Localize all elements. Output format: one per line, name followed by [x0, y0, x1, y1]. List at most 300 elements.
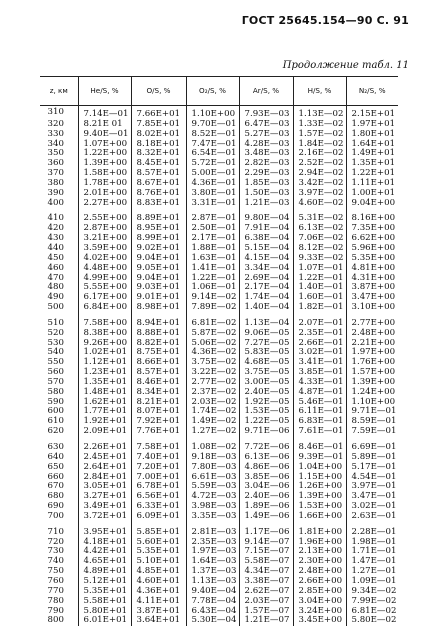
value-cell: 9.33E—02 [293, 254, 346, 264]
value-cell: 6.13E—02 [293, 224, 346, 234]
altitude-cell: 350 [47, 148, 64, 159]
value-cell: 1.22E—01 [293, 274, 346, 284]
value-cell: 7.27E—05 [239, 339, 293, 349]
altitude-cell: 420 [47, 223, 64, 234]
value-cell: 3.45E+00 [293, 616, 346, 626]
value-cell: 7.76E+01 [131, 427, 186, 437]
value-cell: 1.23E+01 [78, 368, 131, 378]
table-row [40, 303, 398, 313]
value-cell: 7.20E+01 [131, 463, 186, 473]
value-cell: 6.78E+01 [131, 482, 186, 492]
value-cell: 1.35E+01 [78, 378, 131, 388]
altitude-cell: 700 [47, 510, 64, 521]
value-cell: 6.33E+01 [131, 502, 186, 512]
value-cell: 3.80E—01 [186, 189, 239, 199]
value-cell: 1.37E—03 [186, 567, 239, 577]
value-cell: 2.29E—03 [239, 169, 293, 179]
altitude-cell: 310 [47, 107, 64, 117]
value-cell: 6.84E+00 [78, 303, 131, 313]
value-cell: 1.47E—01 [346, 557, 398, 567]
table-continuation-note: Продолжение табл. 11 [282, 60, 409, 71]
value-cell: 6.47E—03 [239, 120, 293, 130]
altitude-cell: 530 [47, 337, 64, 348]
altitude-cell: 340 [47, 138, 64, 149]
value-cell: 2.82E—03 [239, 159, 293, 169]
value-cell: 8.83E+01 [131, 199, 186, 209]
value-cell: 9.40E—04 [186, 587, 239, 597]
value-cell: 5.87E—02 [186, 329, 239, 339]
value-cell: 1.84E—02 [293, 140, 346, 150]
value-cell: 2.01E+00 [78, 189, 131, 199]
value-cell: 4.36E—02 [186, 348, 239, 358]
value-cell: 7.35E+00 [346, 224, 398, 234]
value-cell: 5.85E+01 [131, 528, 186, 538]
value-cell: 8.88E+01 [131, 329, 186, 339]
value-cell: 3.31E—01 [186, 199, 239, 209]
value-cell: 9.71E—01 [346, 407, 398, 417]
value-cell: 4.31E+00 [346, 274, 398, 284]
column-header: He/S, % [78, 77, 131, 106]
value-cell: 3.87E+01 [131, 607, 186, 617]
value-cell: 5.35E+01 [131, 547, 186, 557]
value-cell: 2.85E+00 [293, 587, 346, 597]
value-cell: 7.47E—01 [186, 140, 239, 150]
value-cell: 3.97E—01 [346, 482, 398, 492]
value-cell: 1.04E+00 [293, 463, 346, 473]
table-row [40, 512, 398, 522]
value-cell: 1.62E+01 [78, 398, 131, 408]
value-cell: 3.10E+00 [346, 303, 398, 313]
value-cell: 6.38E—04 [239, 234, 293, 244]
value-cell: 1.21E—03 [239, 199, 293, 209]
value-cell: 3.42E—02 [293, 179, 346, 189]
column-header: N₂/S, % [346, 77, 398, 106]
value-cell: 7.58E+00 [78, 319, 131, 329]
value-cell: 2.69E—04 [239, 274, 293, 284]
value-cell: 6.69E—01 [346, 443, 398, 453]
value-cell: 1.24E+00 [346, 388, 398, 398]
value-cell: 7.91E—04 [239, 224, 293, 234]
altitude-cell: 490 [47, 292, 64, 303]
value-cell: 2.16E—02 [293, 149, 346, 159]
value-cell: 4.72E—03 [186, 492, 239, 502]
value-cell: 6.11E—01 [293, 407, 346, 417]
value-cell: 2.40E—05 [239, 388, 293, 398]
value-cell: 7.66E+01 [131, 106, 186, 120]
value-cell: 2.07E—01 [293, 319, 346, 329]
altitude-cell: 560 [47, 367, 64, 378]
value-cell: 1.57E—02 [293, 130, 346, 140]
value-cell: 1.06E—01 [186, 283, 239, 293]
altitude-cell: 480 [47, 282, 64, 293]
value-cell: 1.85E—03 [239, 179, 293, 189]
value-cell: 9.40E—01 [78, 130, 131, 140]
value-cell: 4.11E+01 [131, 597, 186, 607]
value-cell: 5.30E—04 [186, 616, 239, 626]
value-cell: 4.86E—06 [239, 463, 293, 473]
value-cell: 1.57E+00 [346, 368, 398, 378]
value-cell: 6.13E—06 [239, 453, 293, 463]
altitude-cell: 770 [47, 585, 64, 596]
value-cell: 1.48E+01 [78, 388, 131, 398]
value-cell: 3.47E+00 [346, 293, 398, 303]
value-cell: 5.06E—02 [186, 339, 239, 349]
value-cell: 4.99E+00 [78, 274, 131, 284]
value-cell: 1.74E—04 [239, 293, 293, 303]
table-row [40, 199, 398, 209]
value-cell: 7.15E—07 [239, 547, 293, 557]
altitude-cell: 570 [47, 376, 64, 387]
value-cell: 5.80E—02 [346, 616, 398, 626]
value-cell: 2.77E+00 [346, 319, 398, 329]
value-cell: 3.95E+01 [78, 528, 131, 538]
value-cell: 3.35E—03 [186, 512, 239, 522]
value-cell: 1.63E—01 [186, 254, 239, 264]
value-cell: 9.71E—06 [239, 427, 293, 437]
value-cell: 1.97E—03 [186, 547, 239, 557]
value-cell: 5.58E+01 [78, 597, 131, 607]
value-cell: 4.81E+00 [346, 264, 398, 274]
value-cell: 9.04E+01 [131, 254, 186, 264]
value-cell: 1.12E+01 [78, 358, 131, 368]
table-body [40, 106, 398, 627]
value-cell: 5.46E—01 [293, 398, 346, 408]
value-cell: 5.83E—05 [239, 348, 293, 358]
value-cell: 1.00E+01 [346, 189, 398, 199]
value-cell: 5.15E—04 [239, 244, 293, 254]
value-cell: 5.89E—01 [346, 453, 398, 463]
value-cell: 4.28E—03 [239, 140, 293, 150]
value-cell: 1.13E—03 [186, 577, 239, 587]
altitude-cell: 740 [47, 556, 64, 567]
table-header-row [40, 77, 398, 106]
column-header: O₂/S, % [186, 77, 239, 106]
value-cell: 6.17E+00 [78, 293, 131, 303]
value-cell: 5.72E—01 [186, 159, 239, 169]
value-cell: 3.41E—01 [293, 358, 346, 368]
value-cell: 4.54E—01 [346, 473, 398, 483]
value-cell: 6.54E—01 [186, 149, 239, 159]
value-cell: 2.84E+01 [78, 473, 131, 483]
value-cell: 5.31E—02 [293, 214, 346, 224]
value-cell: 8.99E+01 [131, 234, 186, 244]
value-cell: 3.05E+01 [78, 482, 131, 492]
value-cell: 2.77E—02 [186, 378, 239, 388]
value-cell: 1.57E—07 [239, 607, 293, 617]
value-cell: 1.98E—01 [346, 538, 398, 548]
value-cell: 1.07E—01 [293, 264, 346, 274]
value-cell: 2.48E+00 [346, 329, 398, 339]
value-cell: 8.32E+01 [131, 149, 186, 159]
value-cell: 1.66E+00 [293, 512, 346, 522]
altitude-cell: 320 [47, 118, 64, 129]
value-cell: 1.13E—02 [293, 106, 346, 120]
value-cell: 1.27E—02 [186, 427, 239, 437]
value-cell: 2.21E+00 [346, 339, 398, 349]
value-cell: 7.06E—02 [293, 234, 346, 244]
value-cell: 8.66E+01 [131, 358, 186, 368]
value-cell: 8.12E—02 [293, 244, 346, 254]
value-cell: 1.89E—06 [239, 502, 293, 512]
value-cell: 4.34E—07 [239, 567, 293, 577]
value-cell: 8.46E+01 [131, 378, 186, 388]
altitude-cell: 510 [47, 317, 64, 328]
altitude-cell: 520 [47, 327, 64, 338]
table-row [40, 106, 398, 120]
altitude-cell: 460 [47, 262, 64, 273]
value-cell: 7.80E—03 [186, 463, 239, 473]
value-cell: 6.83E—01 [293, 417, 346, 427]
value-cell: 7.85E+01 [131, 120, 186, 130]
value-cell: 2.87E—01 [186, 214, 239, 224]
value-cell: 2.64E+01 [78, 463, 131, 473]
value-cell: 8.52E—01 [186, 130, 239, 140]
value-cell: 4.36E—01 [186, 179, 239, 189]
value-cell: 6.01E+01 [78, 616, 131, 626]
value-cell: 1.40E—01 [293, 283, 346, 293]
altitude-cell: 680 [47, 491, 64, 502]
value-cell: 9.02E+01 [131, 244, 186, 254]
value-cell: 2.52E—02 [293, 159, 346, 169]
value-cell: 1.92E—05 [239, 398, 293, 408]
value-cell: 8.57E+01 [131, 368, 186, 378]
value-cell: 3.21E+00 [78, 234, 131, 244]
value-cell: 1.22E+00 [78, 149, 131, 159]
value-cell: 7.72E—06 [239, 443, 293, 453]
value-cell: 1.58E+00 [78, 169, 131, 179]
value-cell: 9.14E—07 [239, 538, 293, 548]
data-table [40, 76, 398, 626]
value-cell: 1.22E+01 [346, 169, 398, 179]
value-cell: 9.04E+00 [346, 199, 398, 209]
value-cell: 8.34E+01 [131, 388, 186, 398]
altitude-cell: 650 [47, 461, 64, 472]
value-cell: 7.58E+01 [131, 443, 186, 453]
altitude-cell: 760 [47, 575, 64, 586]
value-cell: 9.18E—03 [186, 453, 239, 463]
altitude-cell: 720 [47, 536, 64, 547]
value-cell: 1.40E—04 [239, 303, 293, 313]
value-cell: 1.64E+01 [346, 140, 398, 150]
value-cell: 3.49E+01 [78, 502, 131, 512]
value-cell: 3.34E—04 [239, 264, 293, 274]
value-cell: 5.27E—03 [239, 130, 293, 140]
value-cell: 7.59E—01 [346, 427, 398, 437]
value-cell: 1.13E—04 [239, 319, 293, 329]
value-cell: 9.39E—01 [293, 453, 346, 463]
value-cell: 3.04E+00 [293, 597, 346, 607]
value-cell: 2.66E—01 [293, 339, 346, 349]
altitude-cell: 540 [47, 347, 64, 358]
value-cell: 6.56E+01 [131, 492, 186, 502]
value-cell: 2.66E+00 [293, 577, 346, 587]
value-cell: 2.28E—01 [346, 528, 398, 538]
value-cell: 5.35E+00 [346, 254, 398, 264]
value-cell: 8.02E+01 [131, 130, 186, 140]
value-cell: 3.98E—03 [186, 502, 239, 512]
value-cell: 9.34E—02 [346, 587, 398, 597]
altitude-cell: 800 [47, 615, 64, 626]
value-cell: 5.35E+01 [78, 587, 131, 597]
value-cell: 7.61E—01 [293, 427, 346, 437]
value-cell: 1.49E+01 [346, 149, 398, 159]
value-cell: 8.95E+01 [131, 224, 186, 234]
altitude-cell: 470 [47, 272, 64, 283]
value-cell: 1.77E+01 [78, 407, 131, 417]
value-cell: 3.72E+01 [78, 512, 131, 522]
value-cell: 4.42E+01 [78, 547, 131, 557]
value-cell: 3.24E+00 [293, 607, 346, 617]
value-cell: 8.16E+00 [346, 214, 398, 224]
altitude-cell: 380 [47, 177, 64, 188]
value-cell: 1.33E—02 [293, 120, 346, 130]
value-cell: 9.26E+00 [78, 339, 131, 349]
altitude-cell: 630 [47, 442, 64, 452]
value-cell: 9.70E—01 [186, 120, 239, 130]
value-cell: 7.92E+01 [131, 417, 186, 427]
value-cell: 3.97E—02 [293, 189, 346, 199]
value-cell: 1.49E—02 [186, 417, 239, 427]
value-cell: 2.63E—01 [346, 512, 398, 522]
value-cell: 9.80E—04 [239, 214, 293, 224]
value-cell: 1.02E+01 [78, 348, 131, 358]
value-cell: 2.35E—01 [293, 329, 346, 339]
value-cell: 2.03E—02 [186, 398, 239, 408]
value-cell: 1.71E—01 [346, 547, 398, 557]
value-cell: 5.58E—07 [239, 557, 293, 567]
value-cell: 1.08E—02 [186, 443, 239, 453]
column-header: z, км [40, 77, 78, 106]
value-cell: 3.87E+00 [346, 283, 398, 293]
value-cell: 1.96E+00 [293, 538, 346, 548]
altitude-cell: 780 [47, 595, 64, 606]
value-cell: 4.60E—02 [293, 199, 346, 209]
value-cell: 5.60E+01 [131, 538, 186, 548]
value-cell: 1.78E+00 [78, 179, 131, 189]
value-cell: 7.40E+01 [131, 453, 186, 463]
value-cell: 3.02E—01 [346, 502, 398, 512]
value-cell: 2.45E+01 [78, 453, 131, 463]
value-cell: 2.50E—01 [186, 224, 239, 234]
value-cell: 3.22E—02 [186, 368, 239, 378]
value-cell: 1.80E+01 [346, 130, 398, 140]
value-cell: 1.22E—01 [186, 274, 239, 284]
value-cell: 1.50E—03 [239, 189, 293, 199]
value-cell: 6.81E—02 [346, 607, 398, 617]
altitude-cell: 600 [47, 406, 64, 417]
value-cell: 1.39E+00 [293, 492, 346, 502]
value-cell: 1.81E+00 [293, 528, 346, 538]
value-cell: 6.62E+00 [346, 234, 398, 244]
value-cell: 7.93E—03 [239, 106, 293, 120]
value-cell: 2.26E+01 [78, 443, 131, 453]
value-cell: 8.57E+01 [131, 169, 186, 179]
value-cell: 1.60E—01 [293, 293, 346, 303]
value-cell: 8.67E+01 [131, 179, 186, 189]
value-cell: 2.27E+00 [78, 199, 131, 209]
value-cell: 2.30E+00 [293, 557, 346, 567]
value-cell: 5.55E+00 [78, 283, 131, 293]
value-cell: 4.68E—05 [239, 358, 293, 368]
value-cell: 1.49E—06 [239, 512, 293, 522]
value-cell: 5.00E—01 [186, 169, 239, 179]
value-cell: 4.48E+00 [78, 264, 131, 274]
value-cell: 9.04E+01 [131, 274, 186, 284]
value-cell: 1.10E+00 [346, 398, 398, 408]
altitude-cell: 500 [47, 302, 64, 313]
value-cell: 3.75E—02 [186, 358, 239, 368]
value-cell: 7.99E—02 [346, 597, 398, 607]
value-cell: 1.39E+00 [78, 159, 131, 169]
value-cell: 8.82E+01 [131, 339, 186, 349]
value-cell: 1.26E+00 [293, 482, 346, 492]
value-cell: 6.81E—02 [186, 319, 239, 329]
value-cell: 6.43E—04 [186, 607, 239, 617]
value-cell: 7.00E+01 [131, 473, 186, 483]
value-cell: 2.81E—03 [186, 528, 239, 538]
value-cell: 2.03E—07 [239, 597, 293, 607]
value-cell: 2.62E—07 [239, 587, 293, 597]
altitude-cell: 660 [47, 471, 64, 482]
value-cell: 1.27E—01 [346, 567, 398, 577]
value-cell: 4.85E+01 [131, 567, 186, 577]
altitude-cell: 370 [47, 168, 64, 179]
value-cell: 4.36E+01 [131, 587, 186, 597]
altitude-cell: 390 [47, 187, 64, 198]
value-cell: 8.46E—01 [293, 443, 346, 453]
value-cell: 1.53E+00 [293, 502, 346, 512]
altitude-cell: 730 [47, 546, 64, 557]
value-cell: 8.18E+01 [131, 140, 186, 150]
value-cell: 8.89E+01 [131, 214, 186, 224]
value-cell: 5.80E+01 [78, 607, 131, 617]
value-cell: 3.85E—01 [293, 368, 346, 378]
value-cell: 1.07E+00 [78, 140, 131, 150]
value-cell: 1.97E+00 [346, 348, 398, 358]
value-cell: 5.17E—01 [346, 463, 398, 473]
value-cell: 1.17E—06 [239, 528, 293, 538]
value-cell: 1.22E—05 [239, 417, 293, 427]
page-header: ГОСТ 25645.154—90 С. 91 [241, 14, 409, 27]
altitude-cell: 450 [47, 252, 64, 263]
column-header: Ar/S, % [239, 77, 293, 106]
table-row [40, 616, 398, 626]
value-cell: 1.88E—01 [186, 244, 239, 254]
value-cell: 4.60E+01 [131, 577, 186, 587]
value-cell: 9.01E+01 [131, 293, 186, 303]
altitude-cell: 330 [47, 128, 64, 139]
value-cell: 1.09E—01 [346, 577, 398, 587]
altitude-cell: 640 [47, 451, 64, 462]
value-cell: 5.10E+01 [131, 557, 186, 567]
value-cell: 1.92E+01 [78, 417, 131, 427]
value-cell: 1.15E+00 [293, 473, 346, 483]
value-cell: 3.02E—01 [293, 348, 346, 358]
value-cell: 1.21E—07 [239, 616, 293, 626]
value-cell: 9.03E+01 [131, 283, 186, 293]
altitude-cell: 690 [47, 501, 64, 512]
value-cell: 1.74E—02 [186, 407, 239, 417]
value-cell: 4.02E+00 [78, 254, 131, 264]
value-cell: 2.17E—04 [239, 283, 293, 293]
altitude-cell: 440 [47, 242, 64, 253]
value-cell: 3.47E—01 [346, 492, 398, 502]
value-cell: 8.21E+01 [131, 398, 186, 408]
value-cell: 2.40E—06 [239, 492, 293, 502]
value-cell: 3.59E+00 [78, 244, 131, 254]
altitude-cell: 410 [47, 213, 64, 224]
altitude-cell: 790 [47, 605, 64, 616]
